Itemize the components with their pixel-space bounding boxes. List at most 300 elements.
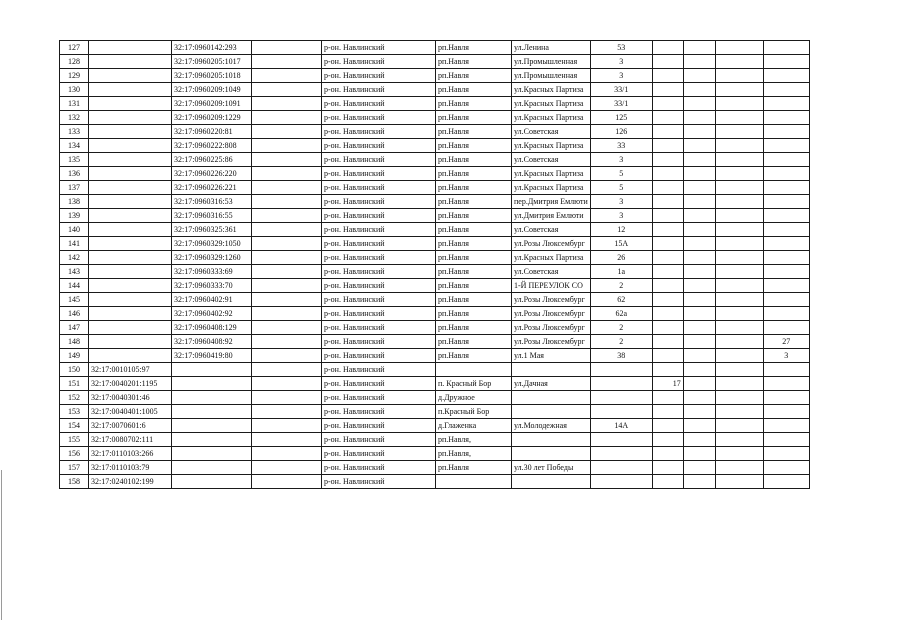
extra-value-cell (683, 181, 715, 195)
row-number-cell: 148 (60, 335, 89, 349)
district-cell: р-он. Навлинский (322, 335, 436, 349)
table-row (60, 111, 810, 125)
street-cell (512, 405, 591, 419)
extra-value-cell (652, 181, 683, 195)
cadastral-number-cell (172, 377, 252, 391)
house-number-cell (590, 391, 652, 405)
district-cell: р-он. Навлинский (322, 83, 436, 97)
extra-value-cell (683, 153, 715, 167)
extra-value-cell (652, 475, 683, 489)
cadastral-number-cell: 32:17:0960226:221 (172, 181, 252, 195)
extra-value-cell (652, 209, 683, 223)
district-cell: р-он. Навлинский (322, 223, 436, 237)
extra-value-cell (715, 265, 763, 279)
district-cell: р-он. Навлинский (322, 307, 436, 321)
cadastral-number-cell: 32:17:0960333:69 (172, 265, 252, 279)
cadastral-number-cell (89, 41, 172, 55)
extra-value-cell (652, 251, 683, 265)
extra-value-cell (715, 279, 763, 293)
table-row (60, 433, 810, 447)
cadastral-number-cell (89, 83, 172, 97)
extra-value-cell (683, 265, 715, 279)
empty-cell (252, 461, 322, 475)
extra-value-cell (683, 125, 715, 139)
cadastral-number-cell (89, 265, 172, 279)
table-row (60, 209, 810, 223)
extra-value-cell (652, 265, 683, 279)
house-number-cell: 3 (590, 195, 652, 209)
settlement-cell: рп.Навля (436, 321, 512, 335)
cadastral-number-cell (89, 167, 172, 181)
extra-value-cell (683, 83, 715, 97)
empty-cell (252, 279, 322, 293)
cadastral-number-cell (89, 69, 172, 83)
extra-value-cell (683, 391, 715, 405)
extra-value-cell (683, 111, 715, 125)
extra-value-cell (715, 83, 763, 97)
empty-cell (252, 209, 322, 223)
settlement-cell: рп.Навля (436, 223, 512, 237)
street-cell: ул.Красных Партиза (512, 181, 591, 195)
extra-value-cell (763, 405, 809, 419)
extra-value-cell (715, 153, 763, 167)
extra-value-cell (683, 223, 715, 237)
empty-cell (252, 41, 322, 55)
district-cell: р-он. Навлинский (322, 97, 436, 111)
extra-value-cell (715, 349, 763, 363)
settlement-cell: д.Дружное (436, 391, 512, 405)
table-row (60, 181, 810, 195)
extra-value-cell (652, 41, 683, 55)
settlement-cell: рп.Навля (436, 139, 512, 153)
table-row (60, 41, 810, 55)
street-cell: ул.30 лет Победы (512, 461, 591, 475)
table-row (60, 405, 810, 419)
settlement-cell: рп.Навля (436, 97, 512, 111)
cadastral-number-cell: 32:17:0960220:81 (172, 125, 252, 139)
district-cell: р-он. Навлинский (322, 279, 436, 293)
cadastral-number-cell: 32:17:0960205:1018 (172, 69, 252, 83)
row-number-cell: 151 (60, 377, 89, 391)
row-number-cell: 140 (60, 223, 89, 237)
cadastral-number-cell (89, 111, 172, 125)
row-number-cell: 139 (60, 209, 89, 223)
extra-value-cell (652, 69, 683, 83)
extra-value-cell (683, 41, 715, 55)
house-number-cell: 33/1 (590, 97, 652, 111)
cadastral-number-cell (89, 209, 172, 223)
cadastral-number-cell (89, 335, 172, 349)
cadastral-number-cell: 32:17:0040301:46 (89, 391, 172, 405)
extra-value-cell (763, 237, 809, 251)
cadastral-number-cell: 32:17:0080702:111 (89, 433, 172, 447)
table-row (60, 335, 810, 349)
table-row (60, 125, 810, 139)
table-row (60, 461, 810, 475)
cadastral-number-cell (172, 363, 252, 377)
settlement-cell: рп.Навля (436, 209, 512, 223)
extra-value-cell (652, 391, 683, 405)
extra-value-cell (683, 55, 715, 69)
cadastral-number-cell: 32:17:0960402:91 (172, 293, 252, 307)
cadastral-number-cell: 32:17:0960419:80 (172, 349, 252, 363)
settlement-cell: рп.Навля (436, 41, 512, 55)
cadastral-number-cell: 32:17:0960325:361 (172, 223, 252, 237)
district-cell: р-он. Навлинский (322, 349, 436, 363)
row-number-cell: 153 (60, 405, 89, 419)
empty-cell (252, 265, 322, 279)
extra-value-cell (683, 167, 715, 181)
extra-value-cell (683, 139, 715, 153)
table-row (60, 475, 810, 489)
street-cell: ул.Молодежная (512, 419, 591, 433)
street-cell: ул.Советская (512, 223, 591, 237)
empty-cell (252, 181, 322, 195)
extra-value-cell (652, 223, 683, 237)
district-cell: р-он. Навлинский (322, 433, 436, 447)
row-number-cell: 154 (60, 419, 89, 433)
extra-value-cell (763, 433, 809, 447)
street-cell: ул.Промышленная (512, 69, 591, 83)
district-cell: р-он. Навлинский (322, 237, 436, 251)
extra-value-cell (763, 55, 809, 69)
extra-value-cell (652, 405, 683, 419)
street-cell: ул.Красных Партиза (512, 97, 591, 111)
district-cell: р-он. Навлинский (322, 181, 436, 195)
extra-value-cell (715, 167, 763, 181)
extra-value-cell (715, 209, 763, 223)
table-row (60, 237, 810, 251)
house-number-cell: 1а (590, 265, 652, 279)
house-number-cell: 12 (590, 223, 652, 237)
cadastral-number-cell (89, 251, 172, 265)
cadastral-number-cell (89, 223, 172, 237)
extra-value-cell (763, 279, 809, 293)
cadastral-number-cell (89, 307, 172, 321)
extra-value-cell (683, 293, 715, 307)
cadastral-number-cell (89, 293, 172, 307)
street-cell (512, 447, 591, 461)
extra-value-cell (715, 363, 763, 377)
extra-value-cell (715, 461, 763, 475)
extra-value-cell (715, 433, 763, 447)
extra-value-cell (683, 433, 715, 447)
empty-cell (252, 447, 322, 461)
street-cell: ул.1 Мая (512, 349, 591, 363)
street-cell: ул.Советская (512, 265, 591, 279)
house-number-cell (590, 433, 652, 447)
district-cell: р-он. Навлинский (322, 405, 436, 419)
cadastral-number-cell (172, 405, 252, 419)
row-number-cell: 138 (60, 195, 89, 209)
row-number-cell: 156 (60, 447, 89, 461)
extra-value-cell (763, 419, 809, 433)
street-cell: ул.Дачная (512, 377, 591, 391)
house-number-cell: 2 (590, 279, 652, 293)
row-number-cell: 142 (60, 251, 89, 265)
street-cell: ул.Промышленная (512, 55, 591, 69)
house-number-cell (590, 447, 652, 461)
street-cell (512, 475, 591, 489)
cadastral-number-cell (172, 391, 252, 405)
cadastral-number-cell: 32:17:0960408:129 (172, 321, 252, 335)
settlement-cell: рп.Навля (436, 293, 512, 307)
extra-value-cell (652, 111, 683, 125)
empty-cell (252, 335, 322, 349)
street-cell: ул.Красных Партиза (512, 139, 591, 153)
district-cell: р-он. Навлинский (322, 419, 436, 433)
extra-value-cell (652, 83, 683, 97)
table-row (60, 265, 810, 279)
extra-value-cell (652, 363, 683, 377)
house-number-cell: 2 (590, 335, 652, 349)
settlement-cell: рп.Навля (436, 349, 512, 363)
district-cell: р-он. Навлинский (322, 69, 436, 83)
street-cell: ул.Красных Партиза (512, 251, 591, 265)
district-cell: р-он. Навлинский (322, 447, 436, 461)
extra-value-cell (763, 69, 809, 83)
empty-cell (252, 307, 322, 321)
extra-value-cell (683, 251, 715, 265)
house-number-cell (590, 461, 652, 475)
row-number-cell: 129 (60, 69, 89, 83)
district-cell: р-он. Навлинский (322, 251, 436, 265)
settlement-cell: рп.Навля (436, 195, 512, 209)
settlement-cell: д.Глаженка (436, 419, 512, 433)
house-number-cell (590, 363, 652, 377)
extra-value-cell (652, 461, 683, 475)
empty-cell (252, 475, 322, 489)
extra-value-cell (715, 419, 763, 433)
extra-value-cell (683, 279, 715, 293)
empty-cell (252, 419, 322, 433)
extra-value-cell (683, 461, 715, 475)
extra-value-cell (715, 223, 763, 237)
row-number-cell: 134 (60, 139, 89, 153)
extra-value-cell (715, 447, 763, 461)
cadastral-number-cell: 32:17:0960226:220 (172, 167, 252, 181)
district-cell: р-он. Навлинский (322, 293, 436, 307)
extra-value-cell (683, 335, 715, 349)
cadastral-number-cell (89, 181, 172, 195)
extra-value-cell (715, 97, 763, 111)
street-cell: ул.Красных Партиза (512, 111, 591, 125)
cadastral-number-cell (89, 97, 172, 111)
row-number-cell: 130 (60, 83, 89, 97)
settlement-cell: рп.Навля (436, 153, 512, 167)
extra-value-cell (652, 321, 683, 335)
street-cell: ул.Розы Люксембург (512, 307, 591, 321)
empty-cell (252, 321, 322, 335)
table-row (60, 223, 810, 237)
extra-value-cell (715, 335, 763, 349)
extra-value-cell (652, 349, 683, 363)
registry-table-body (60, 41, 810, 489)
house-number-cell: 62 (590, 293, 652, 307)
row-number-cell: 143 (60, 265, 89, 279)
empty-cell (252, 251, 322, 265)
extra-value-cell (763, 195, 809, 209)
table-row (60, 167, 810, 181)
house-number-cell: 53 (590, 41, 652, 55)
district-cell: р-он. Навлинский (322, 377, 436, 391)
district-cell: р-он. Навлинский (322, 391, 436, 405)
settlement-cell (436, 363, 512, 377)
empty-cell (252, 97, 322, 111)
street-cell: ул.Советская (512, 125, 591, 139)
empty-cell (252, 293, 322, 307)
row-number-cell: 144 (60, 279, 89, 293)
row-number-cell: 149 (60, 349, 89, 363)
row-number-cell: 158 (60, 475, 89, 489)
table-row (60, 251, 810, 265)
registry-table (59, 40, 810, 489)
row-number-cell: 155 (60, 433, 89, 447)
row-number-cell: 147 (60, 321, 89, 335)
table-row (60, 391, 810, 405)
extra-value-cell (652, 307, 683, 321)
table-row (60, 307, 810, 321)
extra-value-cell (683, 195, 715, 209)
table-row (60, 293, 810, 307)
cadastral-number-cell (172, 475, 252, 489)
extra-value-cell (763, 251, 809, 265)
table-row (60, 363, 810, 377)
cadastral-number-cell (89, 55, 172, 69)
house-number-cell: 33 (590, 139, 652, 153)
cadastral-number-cell: 32:17:0960402:92 (172, 307, 252, 321)
row-number-cell: 146 (60, 307, 89, 321)
extra-value-cell (652, 139, 683, 153)
cadastral-number-cell: 32:17:0960142:293 (172, 41, 252, 55)
house-number-cell: 14А (590, 419, 652, 433)
house-number-cell: 5 (590, 181, 652, 195)
street-cell (512, 391, 591, 405)
row-number-cell: 135 (60, 153, 89, 167)
cadastral-number-cell (89, 279, 172, 293)
extra-value-cell (715, 111, 763, 125)
house-number-cell: 3 (590, 55, 652, 69)
house-number-cell: 26 (590, 251, 652, 265)
street-cell: ул.Ленина (512, 41, 591, 55)
table-row (60, 419, 810, 433)
settlement-cell: рп.Навля, (436, 433, 512, 447)
extra-value-cell (763, 97, 809, 111)
extra-value-cell (763, 167, 809, 181)
street-cell: ул.Розы Люксембург (512, 237, 591, 251)
street-cell: ул.Красных Партиза (512, 167, 591, 181)
cadastral-number-cell: 32:17:0240102:199 (89, 475, 172, 489)
street-cell (512, 363, 591, 377)
empty-cell (252, 433, 322, 447)
extra-value-cell: 17 (652, 377, 683, 391)
row-number-cell: 136 (60, 167, 89, 181)
extra-value-cell (652, 447, 683, 461)
district-cell: р-он. Навлинский (322, 125, 436, 139)
district-cell: р-он. Навлинский (322, 111, 436, 125)
cadastral-number-cell (89, 195, 172, 209)
extra-value-cell (715, 293, 763, 307)
extra-value-cell (763, 125, 809, 139)
settlement-cell: рп.Навля (436, 69, 512, 83)
extra-value-cell (715, 321, 763, 335)
extra-value-cell (683, 475, 715, 489)
table-row (60, 321, 810, 335)
cadastral-number-cell: 32:17:0960225:86 (172, 153, 252, 167)
house-number-cell (590, 405, 652, 419)
house-number-cell: 125 (590, 111, 652, 125)
extra-value-cell (763, 377, 809, 391)
house-number-cell: 33/1 (590, 83, 652, 97)
extra-value-cell (683, 363, 715, 377)
empty-cell (252, 139, 322, 153)
extra-value-cell (715, 307, 763, 321)
settlement-cell: рп.Навля, (436, 447, 512, 461)
extra-value-cell (763, 461, 809, 475)
row-number-cell: 131 (60, 97, 89, 111)
district-cell: р-он. Навлинский (322, 461, 436, 475)
extra-value-cell (652, 279, 683, 293)
extra-value-cell (652, 293, 683, 307)
row-number-cell: 137 (60, 181, 89, 195)
district-cell: р-он. Навлинский (322, 41, 436, 55)
table-row (60, 55, 810, 69)
street-cell: пер.Дмитрия Емлюти (512, 195, 591, 209)
extra-value-cell (683, 447, 715, 461)
extra-value-cell (683, 237, 715, 251)
house-number-cell: 3 (590, 209, 652, 223)
extra-value-cell (683, 97, 715, 111)
extra-value-cell (652, 125, 683, 139)
extra-value-cell (683, 69, 715, 83)
cadastral-number-cell: 32:17:0040401:1005 (89, 405, 172, 419)
empty-cell (252, 55, 322, 69)
empty-cell (252, 377, 322, 391)
cadastral-number-cell: 32:17:0110103:266 (89, 447, 172, 461)
settlement-cell: рп.Навля (436, 335, 512, 349)
extra-value-cell (715, 69, 763, 83)
cadastral-number-cell (89, 153, 172, 167)
house-number-cell: 15А (590, 237, 652, 251)
cadastral-number-cell: 32:17:0960316:53 (172, 195, 252, 209)
table-row (60, 377, 810, 391)
extra-value-cell (763, 475, 809, 489)
house-number-cell: 126 (590, 125, 652, 139)
district-cell: р-он. Навлинский (322, 195, 436, 209)
extra-value-cell (652, 195, 683, 209)
extra-value-cell (763, 41, 809, 55)
row-number-cell: 141 (60, 237, 89, 251)
street-cell: ул.Розы Люксембург (512, 321, 591, 335)
cadastral-number-cell (89, 237, 172, 251)
settlement-cell: рп.Навля (436, 181, 512, 195)
extra-value-cell: 3 (763, 349, 809, 363)
extra-value-cell (715, 125, 763, 139)
extra-value-cell (763, 293, 809, 307)
cadastral-number-cell: 32:17:0960222:808 (172, 139, 252, 153)
extra-value-cell (715, 195, 763, 209)
table-row (60, 195, 810, 209)
settlement-cell: п. Красный Бор (436, 377, 512, 391)
street-cell: ул.Розы Люксембург (512, 293, 591, 307)
settlement-cell: п.Красный Бор (436, 405, 512, 419)
district-cell: р-он. Навлинский (322, 209, 436, 223)
extra-value-cell (715, 139, 763, 153)
extra-value-cell (683, 307, 715, 321)
district-cell: р-он. Навлинский (322, 139, 436, 153)
extra-value-cell (715, 405, 763, 419)
house-number-cell: 2 (590, 321, 652, 335)
